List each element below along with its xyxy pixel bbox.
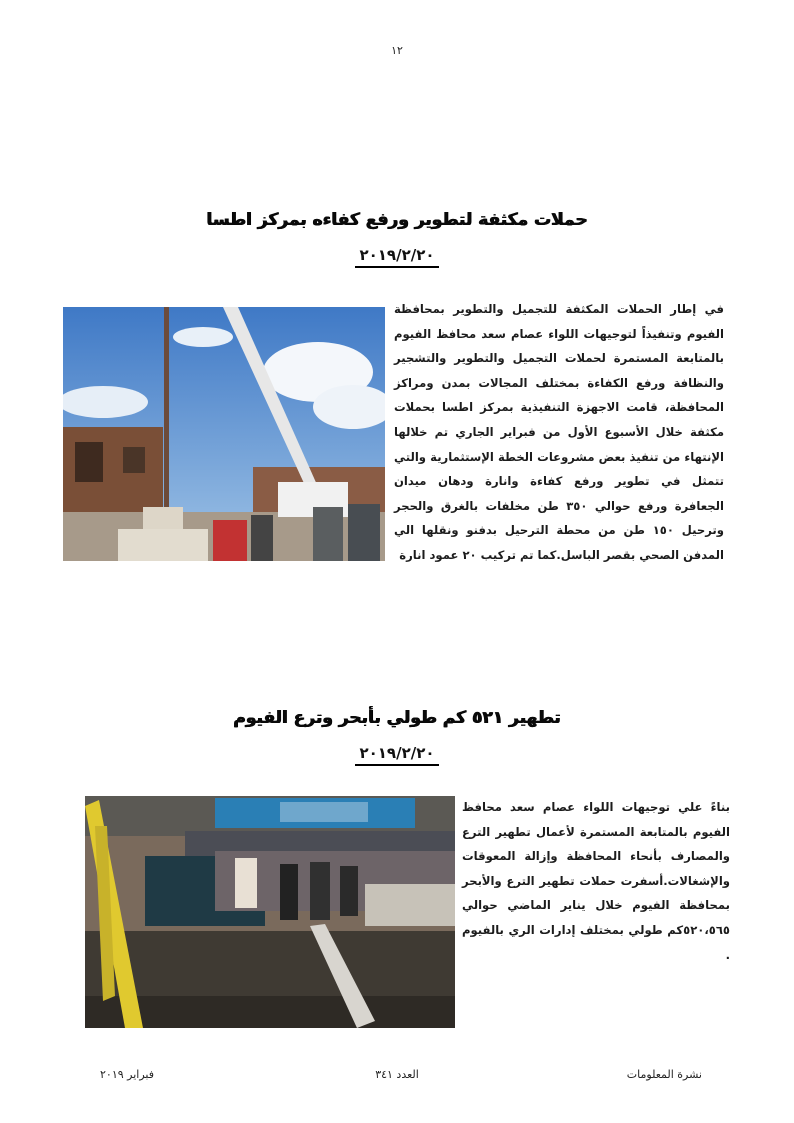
article-2-photo-canal-cleaning bbox=[85, 796, 455, 1028]
article-1-body: في إطار الحملات المكثفة للتجميل والتطوير بمحافظة الفيوم وتنفيذاً لتوجيهات اللواء عصام سعد محافظ الفيوم بالمتابعة المستمرة لحملات التجميل والتطوير والتشجير والنظافة ورفع الكفاءة بمختلف المجالات بمدن ومراكز المحافظة، قامت الاجهزة التنفيذية بمركز اطسا بحملات مكثفة خلال الأسبوع الأول من فبراير الجاري تم خلالها الإنتهاء من تنفيذ بعض مشروعات الخطة الإستثمارية والتي تتمثل في تطوير ورفع كفاءة وانارة ودهان ميدان الجعافرة ورفع حوالي ٣٥٠ طن مخلفات بالغرق والحجر وترحيل ١٥٠ طن من محطة الترحيل بدفنو ونقلها الي المدفن الصحي بقصر الباسل.كما تم تركيب ٢٠ عمود انارة bbox=[394, 302, 724, 562]
article-1-date-text: ٢٠١٩/٢/٢٠ bbox=[355, 246, 438, 268]
footer-date: فبراير ٢٠١٩ bbox=[100, 1068, 154, 1081]
article-1-title: حملات مكثفة لتطوير ورفع كفاءه بمركز اطسا bbox=[206, 210, 588, 230]
article-1-photo-crane-square bbox=[63, 307, 385, 561]
article-1-date bbox=[0, 246, 794, 268]
article-2-title: تطهير ٥٢١ كم طولي بأبحر وترع الفيوم bbox=[233, 708, 561, 728]
article-2-body: بناءً علي توجيهات اللواء عصام سعد محافظ الفيوم بالمتابعة المستمرة لأعمال تطهير الترع والمصارف بأنحاء المحافظة وإزالة المعوقات والإشغالات.أسفرت حملات تطهير الترع والأبحر بمحافظة الفيوم خلال يناير الماضي حوالي ٥٢٠،٥٦٥كم طولي بمختلف إدارات الري بالفيوم . bbox=[462, 800, 730, 962]
footer-issue: العدد ٣٤١ bbox=[375, 1068, 419, 1081]
footer-publication: نشرة المعلومات bbox=[626, 1068, 702, 1081]
article-2-date-text: ٢٠١٩/٢/٢٠ bbox=[355, 744, 438, 766]
page-number: ١٢ bbox=[391, 44, 403, 57]
article-2-date bbox=[0, 744, 794, 766]
